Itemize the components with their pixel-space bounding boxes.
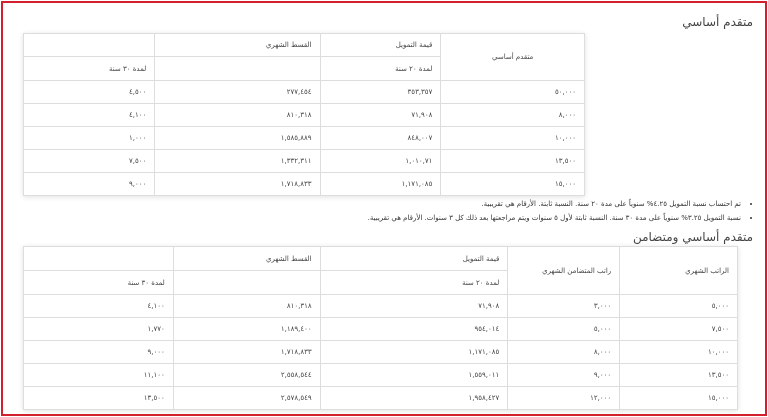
header-empty [24, 247, 174, 271]
cell-financing: ٨٤٨,٠٠٧ [320, 127, 441, 150]
table-row [24, 150, 585, 173]
cell-term30: ١,٧٧٠ [24, 318, 174, 341]
cell-financing: ١,٥٥٩,٠١١ [320, 364, 508, 387]
row-label: ١٥,٠٠٠ [441, 173, 585, 196]
cell-installment: ١,٧١٨,٨٣٣ [155, 173, 320, 196]
row-label: ٥٠,٠٠٠ [441, 81, 585, 104]
cell-installment: ١,١٨٩,٤٠٠ [173, 318, 320, 341]
cell-installment: ٢,٥٥٨,٥٤٤ [173, 364, 320, 387]
header-empty [173, 271, 320, 295]
table-row [24, 295, 738, 318]
table-header-row [24, 34, 585, 57]
table-row [24, 364, 738, 387]
cell-guarantor: ٩,٠٠٠ [508, 364, 620, 387]
table-row [24, 173, 585, 196]
section-title-basic: متقدم أساسي [682, 15, 753, 29]
table-header-row [24, 247, 738, 271]
cell-salary: ١٠,٠٠٠ [620, 341, 738, 364]
header-monthly-installment: القسط الشهري [155, 34, 320, 57]
note-item: • تم احتساب نسبة التمويل ٤.٢٥% سنوياً على مدة ٢٠ سنة. النسبة ثابتة. الأرقام هي تقريبية. [368, 197, 741, 211]
financing-table-guarantor [23, 246, 738, 410]
cell-guarantor: ١٢,٠٠٠ [508, 387, 620, 410]
cell-financing: ١,٩٥٨,٤٢٧ [320, 387, 508, 410]
cell-salary: ١٣,٥٠٠ [620, 364, 738, 387]
header-empty [24, 34, 155, 57]
cell-term30: ٤,٥٠٠ [24, 81, 155, 104]
header-monthly-installment: القسط الشهري [173, 247, 320, 271]
table-row [24, 341, 738, 364]
header-monthly-salary: الراتب الشهري [620, 247, 738, 295]
cell-installment: ١,٧١٨,٨٣٣ [173, 341, 320, 364]
header-financing-value: قيمة التمويل [320, 247, 508, 271]
cell-installment: ١,٥٨٥,٨٨٩ [155, 127, 320, 150]
cell-salary: ١٥,٠٠٠ [620, 387, 738, 410]
header-term-20: لمدة ٢٠ سنة [320, 271, 508, 295]
row-label: ١٠,٠٠٠ [441, 127, 585, 150]
row-label: ١٣,٥٠٠ [441, 150, 585, 173]
cell-financing: ٩٥٤,٠١٤ [320, 318, 508, 341]
cell-term30: ١١,١٠٠ [24, 364, 174, 387]
cell-term30: ٤,١٠٠ [24, 104, 155, 127]
cell-financing: ٧١,٩٠٨ [320, 104, 441, 127]
cell-term30: ٧,٥٠٠ [24, 150, 155, 173]
cell-guarantor: ٥,٠٠٠ [508, 318, 620, 341]
cell-installment: ٢,٥٧٨,٥٤٩ [173, 387, 320, 410]
table-row [24, 127, 585, 150]
cell-term30: ٩,٠٠٠ [24, 173, 155, 196]
notes-list [368, 197, 751, 225]
header-empty [155, 57, 320, 81]
cell-guarantor: ٨,٠٠٠ [508, 341, 620, 364]
cell-financing: ١,١٧١,٠٨٥ [320, 341, 508, 364]
table-row [24, 104, 585, 127]
header-financing-value: قيمة التمويل [320, 34, 441, 57]
row-label: ٨,٠٠٠ [441, 104, 585, 127]
content-frame [1, 1, 767, 416]
header-term-20: لمدة ٢٠ سنة [320, 57, 441, 81]
cell-financing: ٧١,٩٠٨ [320, 295, 508, 318]
table-row [24, 318, 738, 341]
cell-salary: ٧,٥٠٠ [620, 318, 738, 341]
header-guarantor-salary: راتب المتضامن الشهري [508, 247, 620, 295]
cell-installment: ٢٧٧,٤٥٤ [155, 81, 320, 104]
cell-term30: ٩,٠٠٠ [24, 341, 174, 364]
cell-installment: ٨١٠,٣١٨ [173, 295, 320, 318]
header-term-30: لمدة ٣٠ سنة [24, 271, 174, 295]
cell-term30: ١٣,٥٠٠ [24, 387, 174, 410]
section-title-guarantor: متقدم أساسي ومتضامن [632, 230, 753, 244]
cell-financing: ١,١٧١,٠٨٥ [320, 173, 441, 196]
cell-salary: ٥,٠٠٠ [620, 295, 738, 318]
cell-installment: ١,٣٣٢,٣١١ [155, 150, 320, 173]
header-term-30: لمدة ٣٠ سنة [24, 57, 155, 81]
cell-financing: ٣٥٣,٣٥٧ [320, 81, 441, 104]
cell-term30: ٤,١٠٠ [24, 295, 174, 318]
financing-table-basic [23, 33, 585, 196]
note-item: • نسبة التمويل ٣.٢٥% سنوياً على مدة ٣٠ سنة. النسبة ثابتة لأول ٥ سنوات ويتم مراجعتها بعد ذلك كل ٣ سنوات. الأرقام هي تقريبية. [368, 211, 741, 225]
cell-term30: ١,٠٠٠ [24, 127, 155, 150]
table-row [24, 387, 738, 410]
header-group-label: متقدم أساسي [441, 34, 585, 81]
table-row [24, 81, 585, 104]
cell-installment: ٨١٠,٣١٨ [155, 104, 320, 127]
cell-financing: ١,٠١٠,٧١ [320, 150, 441, 173]
cell-guarantor: ٣,٠٠٠ [508, 295, 620, 318]
